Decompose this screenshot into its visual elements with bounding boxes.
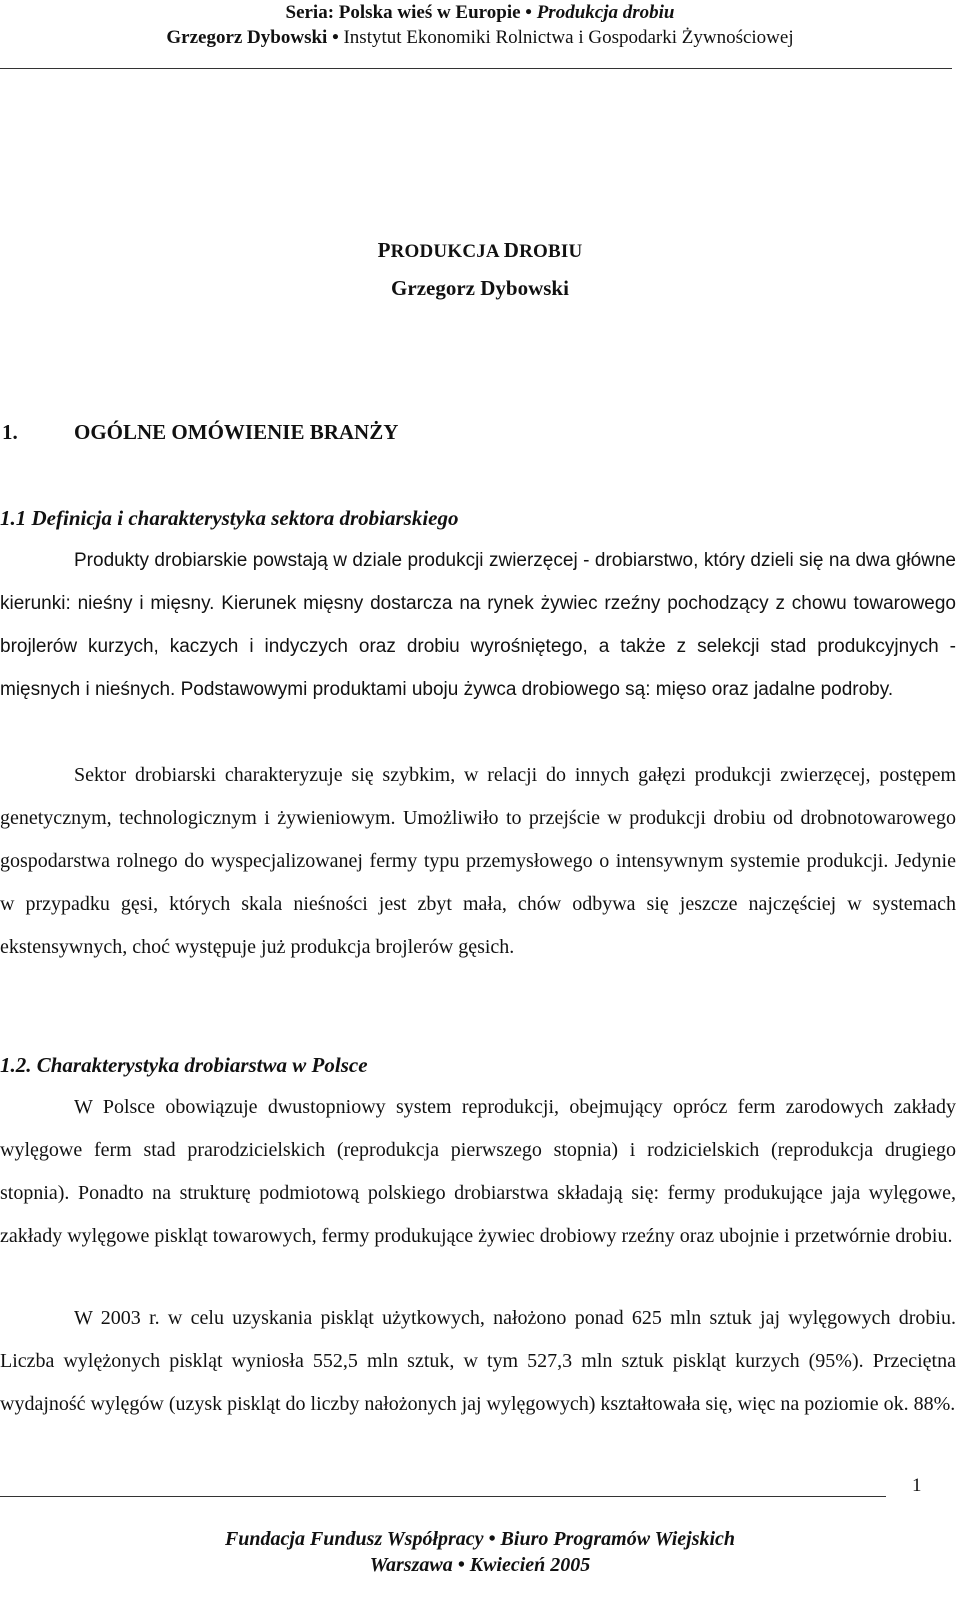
title-rest-2: ROBIU bbox=[519, 241, 583, 262]
bullet-separator: • bbox=[332, 27, 339, 48]
paragraph-1-1-b: Sektor drobiarski charakteryzuje się szybkim, w relacji do innych gałęzi produkcji zwierzęcej, postępem genetycznym, technologicznym i żywieniowym. Umożliwiło to przejście w produkcji drobiu od drobnotowarowego gospodarstwa rolnego do wyspecjalizowanej fermy typu przemysłowego o intensywnym systemie produkcji. Jedynie w przypadku gęsi, których skala nieśności jest zbyt mała, chów odbywa się jeszcze najczęściej w systemach ekstensywnych, choć występuje już produkcja brojlerów gęsich. bbox=[0, 764, 956, 958]
document-author: Grzegorz Dybowski bbox=[391, 276, 569, 300]
header-author: Grzegorz Dybowski bbox=[166, 27, 328, 48]
paragraph-1-2-b: W 2003 r. w celu uzyskania piskląt użytkowych, nałożono ponad 625 mln sztuk jaj wylęgowych drobiu. Liczba wylężonych piskląt wyniosła 552,5 mln sztuk, w tym 527,3 mln sztuk piskląt kurzych (95%). Przeciętna wydajność wylęgów (uzysk piskląt do liczby nałożonych jaj wylęgowych) kształtowała się, więc na poziomie ok. 88%. bbox=[0, 1307, 956, 1415]
bullet-separator: • bbox=[488, 1528, 496, 1550]
footer-rule bbox=[0, 1496, 886, 1497]
page-number: 1 bbox=[912, 1475, 922, 1496]
header-rule bbox=[0, 68, 952, 69]
bullet-separator: • bbox=[525, 2, 532, 23]
footer-date: Kwiecień 2005 bbox=[469, 1554, 591, 1576]
header-institute: Instytut Ekonomiki Rolnictwa i Gospodarki Żywnościowej bbox=[343, 27, 794, 48]
footer-city: Warszawa bbox=[369, 1554, 453, 1576]
footer-line-1 bbox=[0, 1526, 960, 1552]
series-title: Produkcja drobiu bbox=[536, 2, 675, 23]
running-header-series bbox=[0, 2, 960, 24]
title-initial-2: D bbox=[503, 238, 520, 262]
footer-foundation: Fundacja Fundusz Współpracy bbox=[224, 1528, 484, 1550]
series-prefix: Seria: Polska wieś w Europie bbox=[285, 2, 521, 23]
footer-line-2 bbox=[0, 1552, 960, 1578]
subsection-heading-1-1: 1.1 Definicja i charakterystyka sektora drobiarskiego bbox=[0, 506, 459, 530]
footer-office: Biuro Programów Wiejskich bbox=[500, 1528, 736, 1550]
bullet-separator: • bbox=[457, 1554, 465, 1576]
title-initial-1: P bbox=[377, 238, 391, 262]
paragraph-1-2-a: W Polsce obowiązuje dwustopniowy system reprodukcji, obejmujący oprócz ferm zarodowych zakłady wylęgowe ferm stad prarodzicielskich (reprodukcja pierwszego stopnia) i rodzicielskich (reprodukcja drugiego stopnia). Ponadto na strukturę podmiotową polskiego drobiarstwa składają się: fermy produkujące jaja wylęgowe, zakłady wylęgowe piskląt towarowych, fermy produkujące żywiec drobiowy rzeźny oraz ubojnie i przetwórnie drobiu. bbox=[0, 1096, 956, 1247]
document-title bbox=[0, 238, 960, 263]
title-rest-1: RODUKCJA bbox=[390, 241, 499, 262]
section-heading: OGÓLNE OMÓWIENIE BRANŻY bbox=[74, 420, 399, 444]
running-header-author bbox=[0, 27, 960, 49]
paragraph-1-1-a: Produkty drobiarskie powstają w dziale produkcji zwierzęcej - drobiarstwo, który dzieli się na dwa główne kierunki: nieśny i mięsny. Kierunek mięsny dostarcza na rynek żywiec rzeźny pochodzący z chowu towarowego brojlerów kurzych, kaczych i indyczych oraz drobiu wyrośniętego, a także z selekcji stad produkcyjnych - mięsnych i nieśnych. Podstawowymi produktami uboju żywca drobiowego są: mięso oraz jadalne podroby. bbox=[0, 550, 956, 700]
section-number: 1. bbox=[2, 420, 18, 444]
subsection-heading-1-2: 1.2. Charakterystyka drobiarstwa w Polsce bbox=[0, 1053, 368, 1077]
